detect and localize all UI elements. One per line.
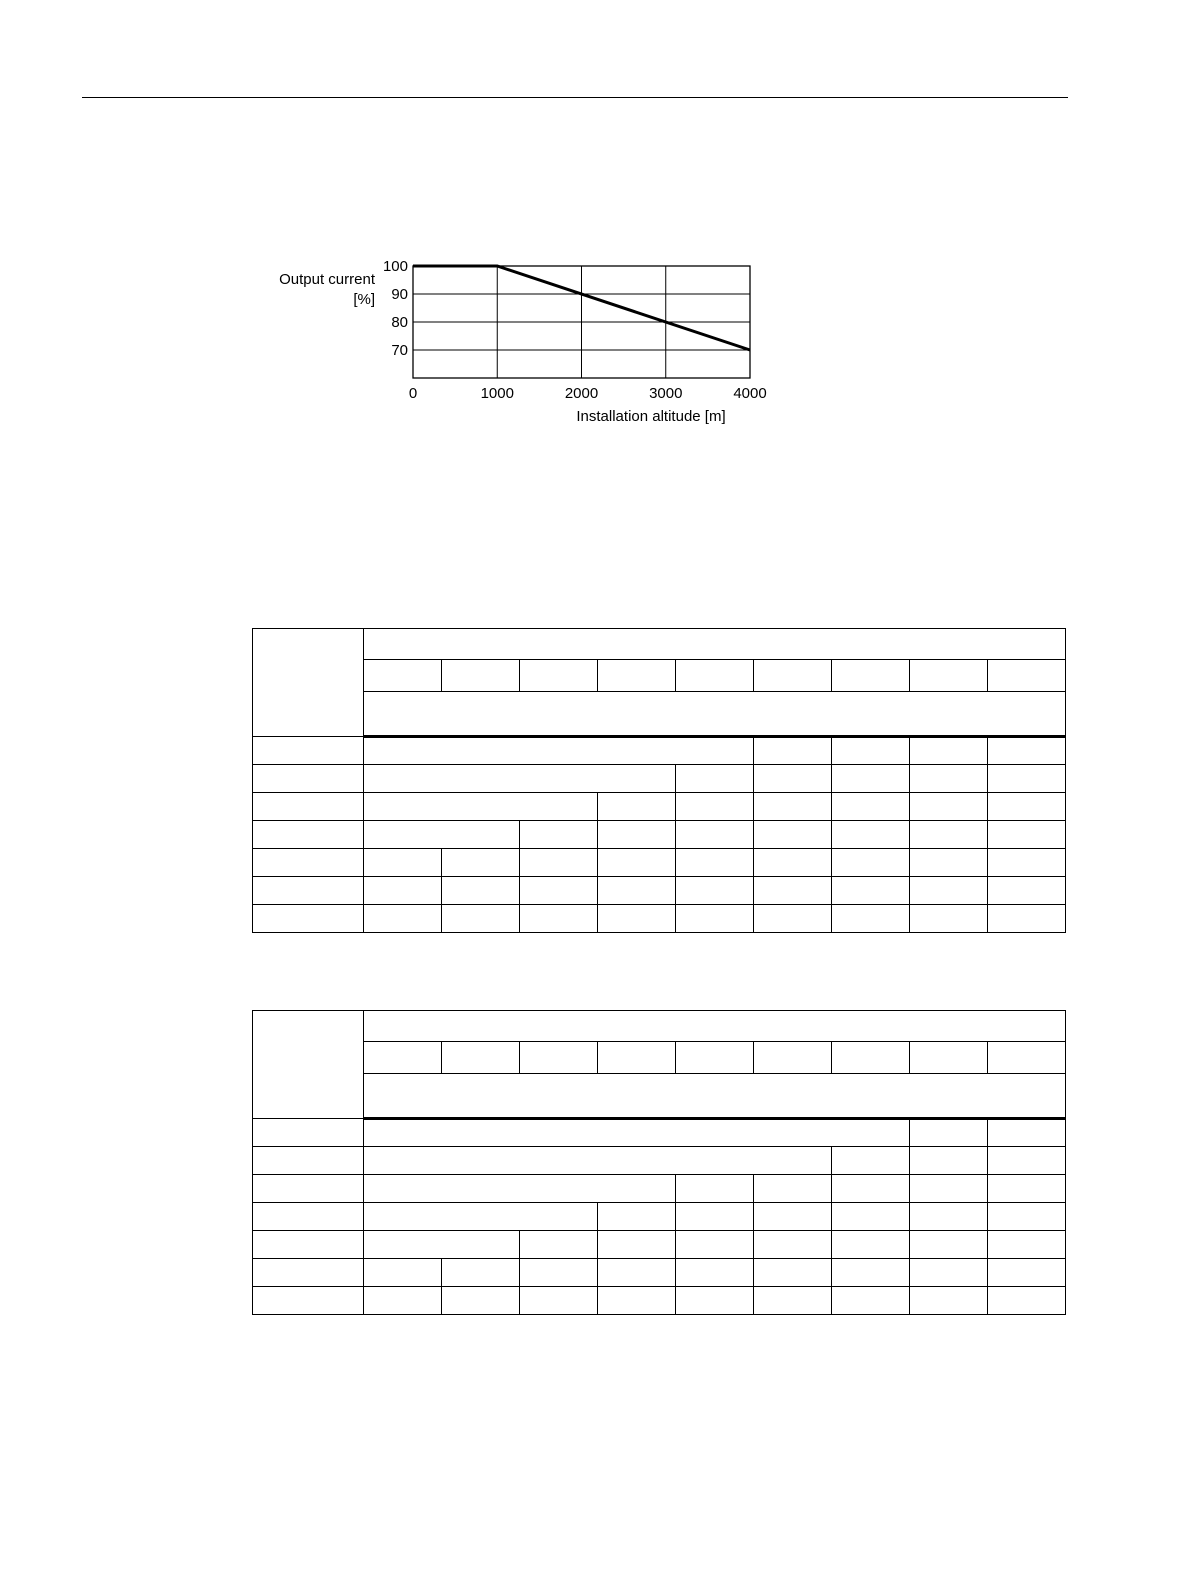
table-cell <box>364 1259 442 1287</box>
table-row-label-cell <box>253 1287 364 1315</box>
table-cell <box>364 877 442 905</box>
table-cell <box>442 877 520 905</box>
table-cell <box>988 737 1066 765</box>
table-row <box>253 1203 1066 1231</box>
table-cell <box>910 849 988 877</box>
table-cell <box>442 1287 520 1315</box>
table-cell <box>754 793 832 821</box>
table-merged-cell <box>364 1203 598 1231</box>
table-cell <box>988 821 1066 849</box>
table-header-cell <box>442 1042 520 1074</box>
chart-y-axis-label-line1: Output current <box>279 271 375 288</box>
table-row <box>253 1259 1066 1287</box>
table-cell <box>910 1259 988 1287</box>
table-row <box>253 737 1066 765</box>
table-cell <box>832 821 910 849</box>
chart-x-tick-label: 2000 <box>564 385 599 402</box>
table-cell <box>520 877 598 905</box>
table-row-label-cell <box>253 821 364 849</box>
chart-y-tick-label: 70 <box>391 342 408 359</box>
table-header-cell <box>598 1042 676 1074</box>
table-cell <box>676 793 754 821</box>
table-cell <box>832 737 910 765</box>
table-cell <box>910 1175 988 1203</box>
table-cell <box>910 877 988 905</box>
table-corner-cell <box>253 1011 364 1119</box>
table-cell <box>364 1287 442 1315</box>
table-row-label-cell <box>253 1147 364 1175</box>
table-cell <box>754 1203 832 1231</box>
chart-y-tick-labels <box>383 258 408 359</box>
table-cell <box>598 1287 676 1315</box>
table-cell <box>832 1175 910 1203</box>
table-cell <box>988 849 1066 877</box>
table-header-cell <box>520 1042 598 1074</box>
table-cell <box>676 765 754 793</box>
table-header-row <box>253 692 1066 737</box>
table-cell <box>832 1287 910 1315</box>
table-cell <box>676 849 754 877</box>
table-row <box>253 1147 1066 1175</box>
table-cell <box>442 905 520 933</box>
table-cell <box>676 877 754 905</box>
table-row <box>253 877 1066 905</box>
table-header-cell <box>364 1074 1066 1119</box>
table-header-cell <box>910 660 988 692</box>
table-cell <box>910 905 988 933</box>
table-cell <box>832 765 910 793</box>
table-cell <box>988 765 1066 793</box>
table-header-cell <box>754 660 832 692</box>
chart-x-tick-label: 0 <box>408 385 418 402</box>
table-corner-cell <box>253 629 364 737</box>
table-merged-cell <box>364 1231 520 1259</box>
table-cell <box>676 905 754 933</box>
derating-table-2 <box>252 1010 1066 1315</box>
table-row-label-cell <box>253 1231 364 1259</box>
table-cell <box>910 793 988 821</box>
table-cell <box>910 1287 988 1315</box>
derating-table-1 <box>252 628 1066 933</box>
table-header-cell <box>832 660 910 692</box>
table-cell <box>520 1259 598 1287</box>
table-cell <box>988 905 1066 933</box>
table-cell <box>754 1231 832 1259</box>
table-header-cell <box>364 629 1066 660</box>
table-cell <box>754 905 832 933</box>
table-header-cell <box>442 660 520 692</box>
table-header-cell <box>988 1042 1066 1074</box>
chart-y-axis-label-line2: [%] <box>353 291 375 308</box>
table-cell <box>832 1203 910 1231</box>
chart-y-tick-label: 80 <box>391 314 408 331</box>
table-header-cell <box>364 1011 1066 1042</box>
table-cell <box>676 1231 754 1259</box>
table-header-cell <box>676 1042 754 1074</box>
table-cell <box>988 1231 1066 1259</box>
table-merged-cell <box>364 793 598 821</box>
table-header-row <box>253 660 1066 692</box>
table-cell <box>988 1175 1066 1203</box>
derating-chart <box>0 0 1191 480</box>
table-cell <box>442 849 520 877</box>
table-header-cell <box>988 660 1066 692</box>
table-cell <box>988 1259 1066 1287</box>
table-cell <box>520 821 598 849</box>
table-header-cell <box>364 1042 442 1074</box>
table-cell <box>442 1259 520 1287</box>
table-header-cell <box>676 660 754 692</box>
table-cell <box>910 1119 988 1147</box>
table-cell <box>988 1119 1066 1147</box>
table-cell <box>598 821 676 849</box>
table-merged-cell <box>364 1175 676 1203</box>
table-cell <box>754 821 832 849</box>
table-header-cell <box>520 660 598 692</box>
table-header-row <box>253 629 1066 660</box>
chart-x-tick-label: 4000 <box>733 385 767 402</box>
table-cell <box>910 821 988 849</box>
table-cell <box>676 1175 754 1203</box>
table-row-label-cell <box>253 1203 364 1231</box>
table-row <box>253 765 1066 793</box>
table-cell <box>988 877 1066 905</box>
chart-y-tick-label: 90 <box>391 286 408 303</box>
table-cell <box>676 1259 754 1287</box>
table-header-row <box>253 1074 1066 1119</box>
table-row-label-cell <box>253 765 364 793</box>
table-merged-cell <box>364 737 754 765</box>
table-merged-cell <box>364 1119 910 1147</box>
table-cell <box>988 793 1066 821</box>
table-row-label-cell <box>253 849 364 877</box>
table-header-row <box>253 1011 1066 1042</box>
table-merged-cell <box>364 1147 832 1175</box>
table-row <box>253 849 1066 877</box>
table-cell <box>754 849 832 877</box>
chart-x-tick-label: 3000 <box>649 385 683 402</box>
table-cell <box>910 1231 988 1259</box>
table-cell <box>754 1287 832 1315</box>
table-row-label-cell <box>253 1119 364 1147</box>
table-cell <box>910 1203 988 1231</box>
table-cell <box>676 1203 754 1231</box>
table-cell <box>598 905 676 933</box>
table-row <box>253 1119 1066 1147</box>
table-cell <box>598 849 676 877</box>
table-row-label-cell <box>253 737 364 765</box>
table-cell <box>364 905 442 933</box>
table-row <box>253 1231 1066 1259</box>
chart-x-axis-label: Installation altitude [m] <box>576 408 726 425</box>
table-row-label-cell <box>253 877 364 905</box>
chart-x-tick-labels <box>409 385 767 402</box>
table-row <box>253 793 1066 821</box>
table-cell <box>754 877 832 905</box>
table-cell <box>676 821 754 849</box>
table-header-cell <box>364 692 1066 737</box>
table-cell <box>754 737 832 765</box>
table-row <box>253 1175 1066 1203</box>
table-row <box>253 1287 1066 1315</box>
table-cell <box>832 1231 910 1259</box>
table-cell <box>754 1175 832 1203</box>
table-cell <box>520 1231 598 1259</box>
table-row-label-cell <box>253 905 364 933</box>
table-header-cell <box>910 1042 988 1074</box>
table-row <box>253 905 1066 933</box>
table-cell <box>832 849 910 877</box>
table-cell <box>598 1203 676 1231</box>
table-cell <box>598 793 676 821</box>
table-row <box>253 821 1066 849</box>
chart-x-tick-label: 1000 <box>480 385 514 402</box>
table-row-label-cell <box>253 793 364 821</box>
table-cell <box>754 1259 832 1287</box>
table-cell <box>520 905 598 933</box>
table-cell <box>910 765 988 793</box>
table-cell <box>832 793 910 821</box>
table-cell <box>910 1147 988 1175</box>
table-cell <box>832 877 910 905</box>
table-cell <box>754 765 832 793</box>
table-cell <box>988 1203 1066 1231</box>
table-header-cell <box>754 1042 832 1074</box>
table-cell <box>598 1231 676 1259</box>
table-cell <box>520 849 598 877</box>
table-merged-cell <box>364 821 520 849</box>
table-header-cell <box>598 660 676 692</box>
table-row-label-cell <box>253 1259 364 1287</box>
table-cell <box>988 1147 1066 1175</box>
table-cell <box>988 1287 1066 1315</box>
table-header-cell <box>364 660 442 692</box>
table-cell <box>676 1287 754 1315</box>
table-cell <box>598 877 676 905</box>
table-cell <box>364 849 442 877</box>
table-merged-cell <box>364 765 676 793</box>
chart-y-tick-label: 100 <box>382 258 408 275</box>
table-cell <box>598 1259 676 1287</box>
table-cell <box>832 1147 910 1175</box>
table-cell <box>832 1259 910 1287</box>
table-cell <box>910 737 988 765</box>
table-header-row <box>253 1042 1066 1074</box>
table-cell <box>832 905 910 933</box>
table-header-cell <box>832 1042 910 1074</box>
table-row-label-cell <box>253 1175 364 1203</box>
table-cell <box>520 1287 598 1315</box>
